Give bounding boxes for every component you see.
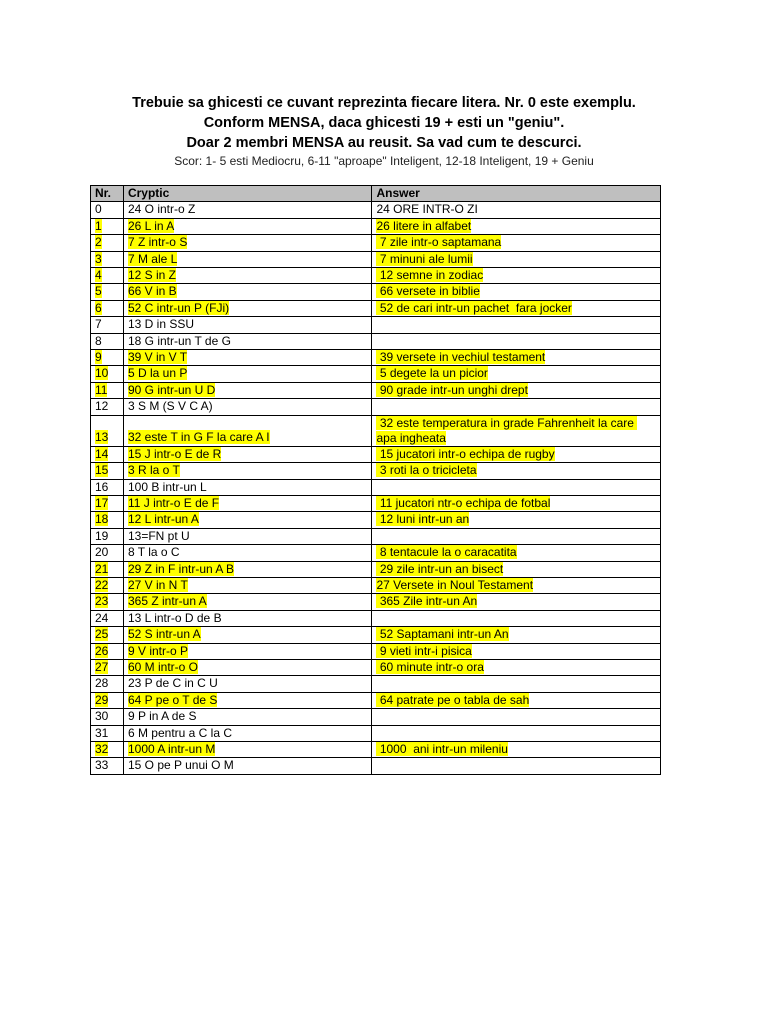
row-nr-text: 15 — [95, 463, 109, 478]
row-nr — [91, 333, 124, 349]
row-answer — [372, 463, 661, 479]
row-nr — [91, 218, 124, 234]
header-cryptic: Cryptic — [123, 186, 372, 202]
table-row — [91, 463, 661, 479]
row-cryptic-text: 32 este T in G F la care A I — [127, 430, 270, 445]
row-answer-text: 39 versete in vechiul testament — [376, 350, 546, 365]
row-cryptic — [123, 382, 372, 398]
row-answer — [372, 676, 661, 692]
row-cryptic — [123, 446, 372, 462]
row-answer — [372, 594, 661, 610]
row-cryptic — [123, 676, 372, 692]
header-answer: Answer — [372, 186, 661, 202]
row-cryptic-text: 3 S M (S V C A) — [127, 399, 213, 414]
row-cryptic-text: 66 V in B — [127, 284, 177, 299]
row-cryptic-text: 8 T la o C — [127, 545, 180, 560]
row-nr-text: 14 — [95, 446, 109, 461]
row-nr-text: 12 — [95, 399, 109, 414]
table-row — [91, 495, 661, 511]
row-cryptic-text: 64 P pe o T de S — [127, 692, 218, 707]
row-nr-text: 8 — [95, 333, 102, 348]
row-answer — [372, 284, 661, 300]
row-answer-text: 60 minute intr-o ora — [376, 659, 484, 674]
row-cryptic-text: 12 L intr-un A — [127, 512, 199, 527]
table-row — [91, 399, 661, 415]
table-row — [91, 415, 661, 446]
table-row — [91, 742, 661, 758]
table-row — [91, 659, 661, 675]
row-nr — [91, 709, 124, 725]
table-row — [91, 333, 661, 349]
row-cryptic — [123, 202, 372, 218]
row-answer-text: 90 grade intr-un unghi drept — [376, 382, 528, 397]
row-nr-text: 13 — [95, 430, 109, 445]
row-answer-text: 32 este temperatura in grade Fahrenheit la care apa ingheata — [376, 415, 638, 445]
row-nr-text: 29 — [95, 692, 109, 707]
row-cryptic-text: 15 O pe P unui O M — [127, 758, 234, 773]
row-nr — [91, 463, 124, 479]
page-heading — [0, 93, 768, 169]
row-cryptic — [123, 594, 372, 610]
table-row — [91, 235, 661, 251]
row-nr-text: 2 — [95, 235, 102, 250]
row-answer — [372, 610, 661, 626]
row-nr-text: 20 — [95, 545, 109, 560]
row-cryptic — [123, 610, 372, 626]
row-nr-text: 26 — [95, 643, 109, 658]
row-answer — [372, 366, 661, 382]
row-answer — [372, 202, 661, 218]
row-answer — [372, 561, 661, 577]
row-answer-text: 11 jucatori ntr-o echipa de fotbal — [376, 495, 551, 510]
row-nr — [91, 382, 124, 398]
row-cryptic-text: 7 Z intr-o S — [127, 235, 188, 250]
row-nr — [91, 300, 124, 316]
row-answer — [372, 251, 661, 267]
row-cryptic — [123, 627, 372, 643]
row-cryptic — [123, 577, 372, 593]
row-cryptic-text: 6 M pentru a C la C — [127, 725, 233, 740]
table-row — [91, 758, 661, 774]
row-cryptic-text: 100 B intr-un L — [127, 479, 207, 494]
row-cryptic-text: 7 M ale L — [127, 251, 178, 266]
row-cryptic — [123, 495, 372, 511]
row-cryptic-text: 9 P in A de S — [127, 709, 197, 724]
row-answer-text: 27 Versete in Noul Testament — [376, 577, 534, 592]
row-nr-text: 17 — [95, 495, 109, 510]
row-cryptic — [123, 235, 372, 251]
heading-line-3: Doar 2 membri MENSA au reusit. Sa vad cum te descurci. — [186, 135, 582, 151]
row-nr — [91, 251, 124, 267]
row-answer — [372, 758, 661, 774]
row-nr — [91, 415, 124, 446]
row-answer — [372, 382, 661, 398]
row-answer — [372, 725, 661, 741]
table-row — [91, 300, 661, 316]
row-answer — [372, 317, 661, 333]
row-nr-text: 3 — [95, 251, 102, 266]
row-cryptic — [123, 366, 372, 382]
row-nr — [91, 594, 124, 610]
row-answer-text: 5 degete la un picior — [376, 366, 488, 381]
row-nr-text: 25 — [95, 627, 109, 642]
score-legend: Scor: 1- 5 esti Mediocru, 6-11 "aproape" Inteligent, 12-18 Inteligent, 19 + Geniu — [174, 154, 594, 168]
row-cryptic — [123, 758, 372, 774]
row-cryptic-text: 12 S in Z — [127, 268, 176, 283]
row-nr — [91, 676, 124, 692]
table-header-row — [91, 186, 661, 202]
row-nr — [91, 317, 124, 333]
row-cryptic-text: 52 S intr-un A — [127, 627, 201, 642]
row-answer — [372, 512, 661, 528]
row-cryptic — [123, 218, 372, 234]
table-row — [91, 479, 661, 495]
row-nr-text: 1 — [95, 218, 102, 233]
row-answer-text: 52 de cari intr-un pachet fara jocker — [376, 300, 572, 315]
row-cryptic — [123, 659, 372, 675]
row-nr — [91, 659, 124, 675]
table-row — [91, 366, 661, 382]
row-cryptic — [123, 463, 372, 479]
row-cryptic — [123, 317, 372, 333]
row-nr — [91, 742, 124, 758]
row-answer-text: 12 luni intr-un an — [376, 512, 470, 527]
table-row — [91, 610, 661, 626]
table-row — [91, 545, 661, 561]
row-nr-text: 9 — [95, 350, 102, 365]
row-answer-text: 24 ORE INTR-O ZI — [376, 202, 478, 217]
row-nr-text: 33 — [95, 758, 109, 773]
row-cryptic — [123, 742, 372, 758]
table-row — [91, 528, 661, 544]
row-nr-text: 19 — [95, 528, 109, 543]
row-cryptic — [123, 528, 372, 544]
table-row — [91, 676, 661, 692]
row-nr-text: 0 — [95, 202, 102, 217]
row-nr-text: 21 — [95, 561, 109, 576]
row-nr — [91, 366, 124, 382]
row-cryptic-text: 11 J intr-o E de F — [127, 495, 220, 510]
row-answer-text: 7 zile intr-o saptamana — [376, 235, 502, 250]
row-cryptic — [123, 284, 372, 300]
row-answer-text: 15 jucatori intr-o echipa de rugby — [376, 446, 555, 461]
row-answer — [372, 268, 661, 284]
table-row — [91, 725, 661, 741]
row-nr-text: 4 — [95, 268, 102, 283]
row-cryptic-text: 5 D la un P — [127, 366, 188, 381]
row-answer — [372, 218, 661, 234]
table-row — [91, 594, 661, 610]
table-row — [91, 218, 661, 234]
row-cryptic-text: 3 R la o T — [127, 463, 180, 478]
table-row — [91, 446, 661, 462]
row-cryptic-text: 13 D in SSU — [127, 317, 194, 332]
row-cryptic — [123, 415, 372, 446]
row-nr-text: 32 — [95, 742, 109, 756]
row-answer — [372, 545, 661, 561]
row-cryptic-text: 27 V in N T — [127, 577, 188, 592]
row-nr-text: 7 — [95, 317, 102, 332]
row-answer-text: 365 Zile intr-un An — [376, 594, 478, 609]
table-row — [91, 284, 661, 300]
row-nr — [91, 692, 124, 708]
row-cryptic-text: 13 L intr-o D de B — [127, 610, 222, 625]
row-cryptic-text: 18 G intr-un T de G — [127, 333, 231, 348]
table-row — [91, 627, 661, 643]
row-nr — [91, 512, 124, 528]
row-cryptic-text: 26 L in A — [127, 218, 175, 233]
row-nr-text: 23 — [95, 594, 109, 609]
row-nr — [91, 284, 124, 300]
row-cryptic — [123, 692, 372, 708]
row-cryptic — [123, 512, 372, 528]
row-nr — [91, 399, 124, 415]
row-answer — [372, 577, 661, 593]
row-nr — [91, 350, 124, 366]
row-nr — [91, 202, 124, 218]
row-cryptic — [123, 333, 372, 349]
row-answer — [372, 300, 661, 316]
row-nr — [91, 446, 124, 462]
row-answer-text: 29 zile intr-un an bisect — [376, 561, 504, 576]
row-answer — [372, 415, 661, 446]
heading-line-1: Trebuie sa ghicesti ce cuvant reprezinta fiecare litera. Nr. 0 este exemplu. — [132, 95, 636, 111]
row-nr — [91, 643, 124, 659]
table-row — [91, 643, 661, 659]
row-cryptic — [123, 561, 372, 577]
row-cryptic — [123, 643, 372, 659]
row-nr-text: 16 — [95, 479, 109, 494]
row-nr-text: 30 — [95, 709, 109, 724]
row-nr-text: 5 — [95, 284, 102, 299]
row-cryptic — [123, 399, 372, 415]
row-cryptic-text: 9 V intr-o P — [127, 643, 188, 658]
row-cryptic — [123, 300, 372, 316]
row-nr-text: 6 — [95, 300, 102, 315]
row-nr-text: 27 — [95, 659, 109, 674]
row-nr-text: 10 — [95, 366, 109, 381]
row-answer — [372, 399, 661, 415]
table-row — [91, 268, 661, 284]
cryptic-table — [90, 185, 661, 775]
row-answer — [372, 528, 661, 544]
row-nr — [91, 235, 124, 251]
row-nr-text: 31 — [95, 725, 109, 740]
table-row — [91, 709, 661, 725]
table-row — [91, 317, 661, 333]
row-answer-text: 1000 ani intr-un mileniu — [376, 742, 508, 756]
row-cryptic-text: 13=FN pt U — [127, 528, 190, 543]
row-answer — [372, 333, 661, 349]
table-row — [91, 577, 661, 593]
row-answer-text: 3 roti la o tricicleta — [376, 463, 477, 478]
table-body — [91, 202, 661, 774]
row-cryptic-text: 90 G intr-un U D — [127, 382, 216, 397]
row-nr — [91, 528, 124, 544]
row-nr — [91, 725, 124, 741]
row-cryptic — [123, 545, 372, 561]
row-cryptic-text: 1000 A intr-un M — [127, 742, 216, 756]
row-answer — [372, 742, 661, 758]
row-cryptic-text: 15 J intr-o E de R — [127, 446, 222, 461]
row-nr — [91, 627, 124, 643]
row-nr-text: 18 — [95, 512, 109, 527]
header-nr: Nr. — [91, 186, 124, 202]
row-nr-text: 11 — [95, 382, 108, 397]
row-answer — [372, 692, 661, 708]
row-nr-text: 22 — [95, 577, 109, 592]
row-cryptic-text: 365 Z intr-un A — [127, 594, 207, 609]
row-nr — [91, 610, 124, 626]
row-answer — [372, 627, 661, 643]
row-answer — [372, 659, 661, 675]
row-cryptic-text: 52 C intr-un P (FJi) — [127, 300, 230, 315]
row-cryptic-text: 39 V in V T — [127, 350, 188, 365]
row-cryptic-text: 60 M intr-o O — [127, 659, 198, 674]
row-cryptic — [123, 350, 372, 366]
row-nr-text: 24 — [95, 610, 109, 625]
row-cryptic-text: 29 Z in F intr-un A B — [127, 561, 235, 576]
row-answer — [372, 643, 661, 659]
row-nr — [91, 577, 124, 593]
row-answer-text: 9 vieti intr-i pisica — [376, 643, 472, 658]
row-answer-text: 12 semne in zodiac — [376, 268, 484, 283]
table-row — [91, 350, 661, 366]
row-cryptic — [123, 479, 372, 495]
row-cryptic-text: 23 P de C in C U — [127, 676, 218, 691]
row-nr — [91, 495, 124, 511]
row-cryptic — [123, 725, 372, 741]
row-cryptic-text: 24 O intr-o Z — [127, 202, 196, 217]
row-answer — [372, 446, 661, 462]
row-cryptic — [123, 709, 372, 725]
heading-line-2: Conform MENSA, daca ghicesti 19 + esti un "geniu". — [203, 115, 565, 131]
row-cryptic — [123, 251, 372, 267]
row-nr-text: 28 — [95, 676, 109, 691]
row-answer-text: 26 litere in alfabet — [376, 218, 472, 233]
row-answer-text: 7 minuni ale lumii — [376, 251, 473, 266]
table-row — [91, 202, 661, 218]
row-nr — [91, 268, 124, 284]
row-answer-text: 8 tentacule la o caracatita — [376, 545, 517, 560]
row-answer — [372, 350, 661, 366]
table-row — [91, 692, 661, 708]
table-row — [91, 382, 661, 398]
table-row — [91, 251, 661, 267]
row-answer — [372, 709, 661, 725]
row-answer-text: 66 versete in biblie — [376, 284, 480, 299]
table-row — [91, 561, 661, 577]
row-cryptic — [123, 268, 372, 284]
row-answer — [372, 235, 661, 251]
row-nr — [91, 545, 124, 561]
table-row — [91, 512, 661, 528]
row-answer-text: 64 patrate pe o tabla de sah — [376, 692, 530, 707]
row-nr — [91, 479, 124, 495]
row-answer-text: 52 Saptamani intr-un An — [376, 627, 509, 642]
row-nr — [91, 561, 124, 577]
row-answer — [372, 479, 661, 495]
row-answer — [372, 495, 661, 511]
row-nr — [91, 758, 124, 774]
